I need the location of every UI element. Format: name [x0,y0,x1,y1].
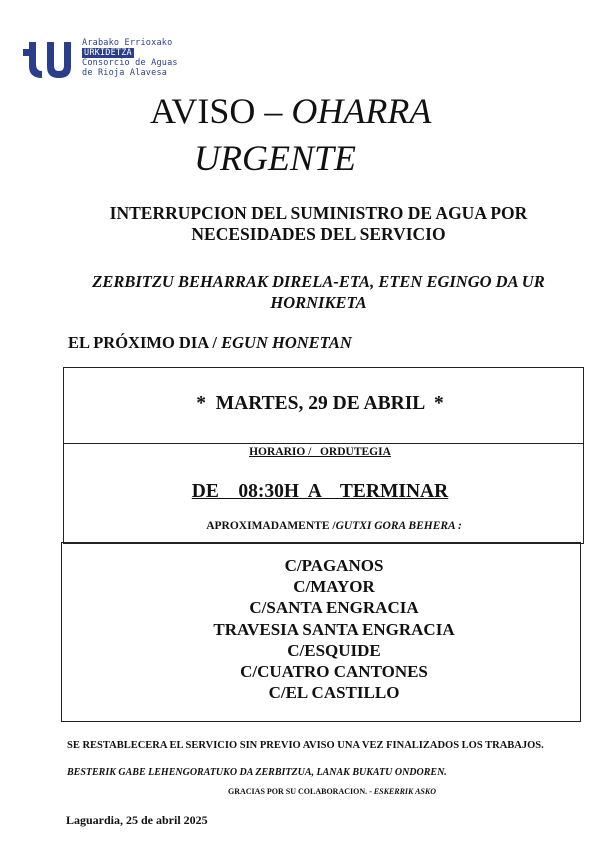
subtitle-eu [0,271,607,313]
street-item: C/SANTA ENGRACIA [249,598,419,618]
box-divider [63,443,583,444]
headline-aviso-text: AVISO – [150,91,292,131]
outage-date: * MARTES, 29 DE ABRIL * [196,393,444,414]
logo-line-3: Consorcio de Aguas [82,58,178,68]
subtitle-eu-line-2: HORNIKETA [270,293,367,312]
headline-urgente: URGENTE [194,138,356,178]
street-item: TRAVESIA SANTA ENGRACIA [213,619,455,639]
thanks-es: GRACIAS POR SU COLABORACION. - [228,787,374,796]
street-item: C/EL CASTILLO [268,683,400,703]
headline-oharra-text: OHARRA [291,91,432,131]
logo-badge: URKIDETZA [84,48,132,58]
place-date: Laguardia, 25 de abril 2025 [66,813,208,827]
headline-aviso [150,90,431,132]
thanks-eu: ESKERRIK ASKO [373,787,436,796]
thanks-line [228,787,436,796]
subtitle-es-line-2: NECESIDADES DEL SERVICIO [191,224,446,244]
street-item: C/CUATRO CANTONES [240,662,428,682]
schedule-time: DE 08:30H A TERMINAR [191,481,449,502]
urkidetza-logo-icon [23,40,73,80]
streets-list [60,555,580,703]
approx-eu: GUTXI GORA BEHERA : [335,520,462,532]
street-item: C/PAGANOS [284,556,384,575]
street-item: C/ESQUIDE [287,640,381,660]
logo-text [82,38,178,78]
next-day-label [68,333,352,353]
street-item: C/MAYOR [293,577,375,597]
restore-notice-es: SE RESTABLECERA EL SERVICIO SIN PREVIO AVISO UNA VEZ FINALIZADOS LOS TRABAJOS. [67,740,544,751]
subtitle-eu-line-1: ZERBITZU BEHARRAK DIRELA-ETA, ETEN EGINGO DA UR [92,272,545,291]
logo-line-1: Arabako Errioxako [82,38,173,48]
subtitle-es-line-1: INTERRUPCION DEL SUMINISTRO DE AGUA POR [109,203,528,223]
next-day-es: EL PRÓXIMO DIA / [68,333,222,352]
approx-label [60,520,580,532]
schedule-label: HORARIO / ORDUTEGIA [249,446,391,458]
logo-line-4: de Rioja Alavesa [82,68,168,78]
subtitle-es [0,203,607,245]
approx-es: APROXIMADAMENTE / [206,520,336,532]
restore-notice-eu: BESTERIK GABE LEHENGORATUKO DA ZERBITZUA, LANAK BUKATU ONDOREN. [67,767,447,778]
next-day-eu: EGUN HONETAN [221,333,352,352]
